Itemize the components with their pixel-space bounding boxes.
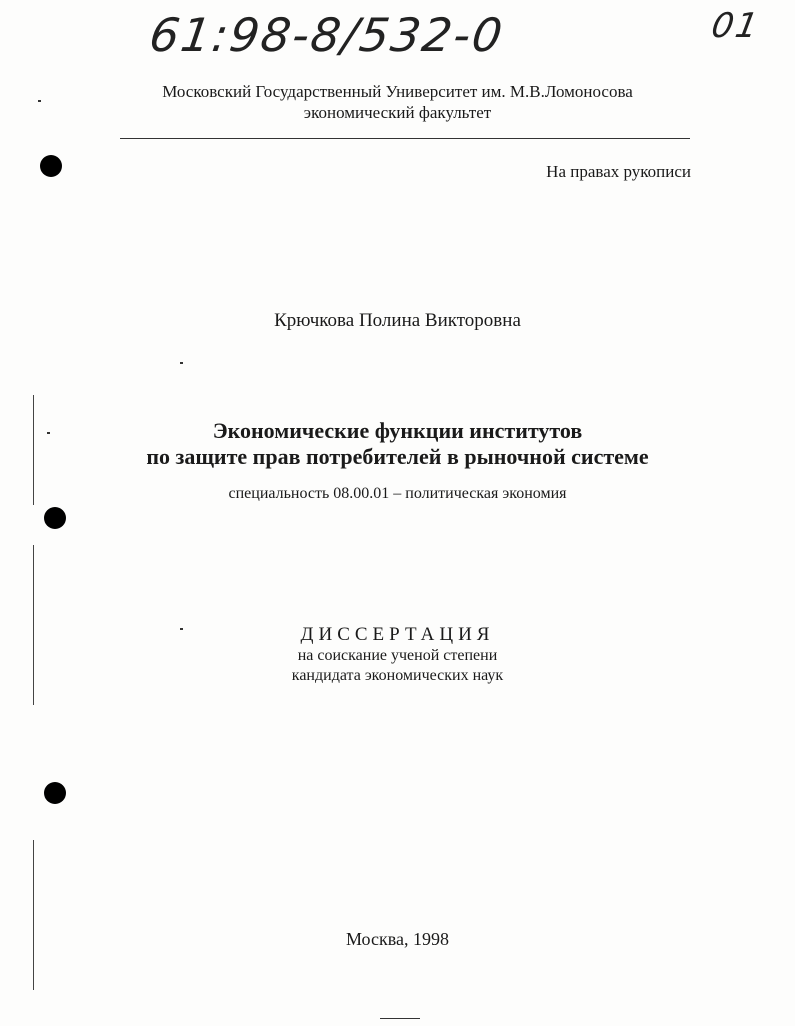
header-divider xyxy=(120,138,690,139)
specialty: специальность 08.00.01 – политическая экономия xyxy=(228,485,567,502)
scan-speck xyxy=(180,628,183,630)
author-name: Крючкова Полина Викторовна xyxy=(274,310,521,331)
dissertation-title-line-2: по защите прав потребителей в рыночной системе xyxy=(146,444,649,469)
degree-line-1: на соискание ученой степени xyxy=(297,647,498,664)
faculty-name: экономический факультет xyxy=(303,103,492,122)
organization-name: Московский Государственный Университет им. М.В.Ломоносова xyxy=(162,82,633,101)
place-and-year: Москва, 1998 xyxy=(346,929,449,949)
scan-speck xyxy=(180,362,183,364)
margin-scan-line xyxy=(33,840,34,990)
margin-scan-line xyxy=(33,395,34,505)
document-type: ДИССЕРТАЦИЯ xyxy=(300,624,495,645)
scan-speck xyxy=(47,432,50,434)
corner-mark: 01 xyxy=(708,6,763,46)
punch-hole xyxy=(40,155,62,177)
punch-hole xyxy=(44,782,66,804)
margin-scan-line xyxy=(33,545,34,705)
punch-hole xyxy=(44,507,66,529)
dissertation-title-line-1: Экономические функции институтов xyxy=(212,418,583,443)
archive-number: 61:98-8/532-0 xyxy=(146,8,508,62)
degree-line-2: кандидата экономических наук xyxy=(291,667,504,684)
scan-speck xyxy=(38,100,41,102)
scan-speck xyxy=(380,1018,420,1019)
rights-note: На правах рукописи xyxy=(546,162,691,181)
